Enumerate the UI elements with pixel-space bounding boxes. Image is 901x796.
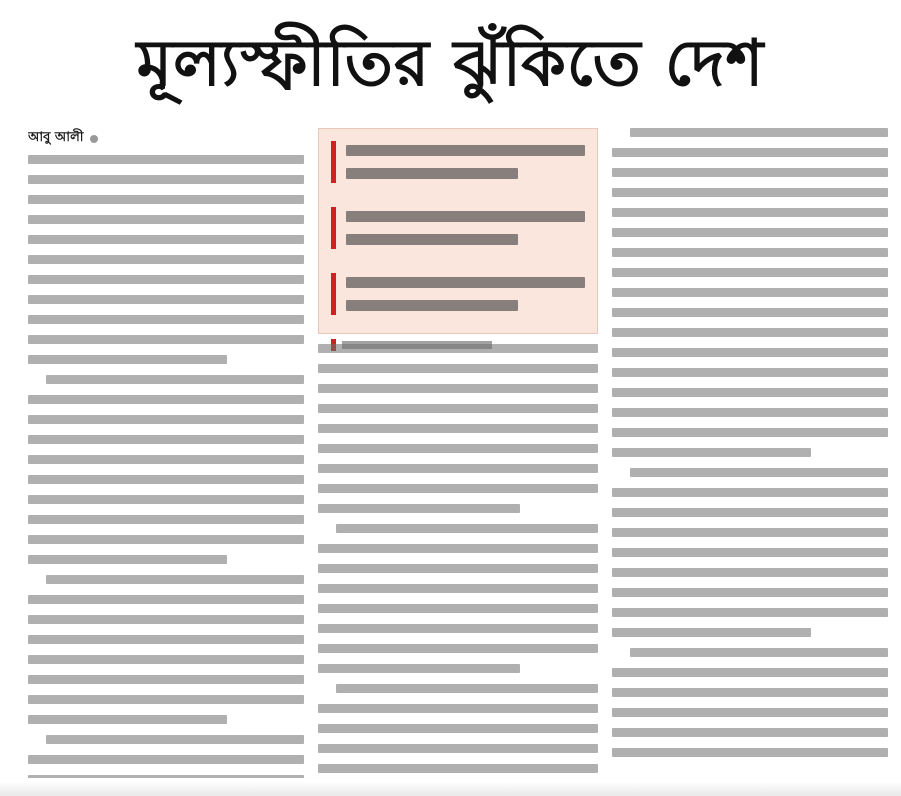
byline-dot-icon — [90, 135, 98, 143]
text-line — [612, 728, 888, 737]
text-line — [612, 328, 888, 337]
text-line — [28, 335, 304, 344]
text-line — [318, 604, 598, 613]
text-line — [346, 234, 518, 245]
text-line — [612, 588, 888, 597]
text-line — [28, 175, 304, 184]
text-line — [28, 615, 304, 624]
text-line — [318, 724, 598, 733]
text-line — [612, 448, 811, 457]
text-line — [28, 715, 227, 724]
page-bottom-edge — [0, 782, 901, 796]
text-line — [336, 684, 598, 693]
text-line — [28, 555, 227, 564]
text-line — [346, 145, 585, 156]
text-line — [630, 468, 888, 477]
text-line — [318, 744, 598, 753]
text-line — [28, 295, 304, 304]
text-line — [612, 688, 888, 697]
text-line — [28, 395, 304, 404]
pull-quote-box — [318, 128, 598, 334]
text-line — [28, 515, 304, 524]
text-line — [28, 775, 304, 778]
text-line — [28, 215, 304, 224]
text-line — [28, 355, 227, 364]
text-line — [318, 504, 520, 513]
text-line — [318, 344, 598, 353]
text-line — [28, 655, 304, 664]
text-line — [612, 388, 888, 397]
text-line — [612, 268, 888, 277]
text-line — [612, 368, 888, 377]
right-column-text — [612, 128, 888, 757]
text-line — [318, 624, 598, 633]
headline: মূল্যস্ফীতির ঝুঁকিতে দেশ — [136, 25, 765, 101]
text-line — [346, 277, 585, 288]
text-line — [46, 375, 304, 384]
text-line — [28, 475, 304, 484]
text-line — [612, 488, 888, 497]
text-line — [46, 575, 304, 584]
text-line — [630, 128, 888, 137]
text-line — [318, 384, 598, 393]
text-line — [318, 584, 598, 593]
left-column — [28, 128, 304, 778]
text-line — [318, 764, 598, 773]
text-line — [28, 635, 304, 644]
middle-column-text — [318, 344, 598, 773]
text-line — [612, 568, 888, 577]
text-line — [612, 428, 888, 437]
text-line — [612, 148, 888, 157]
left-column-text — [28, 155, 304, 778]
text-line — [630, 648, 888, 657]
text-line — [318, 404, 598, 413]
text-line — [318, 464, 598, 473]
text-line — [612, 628, 811, 637]
text-line — [28, 255, 304, 264]
text-line — [612, 168, 888, 177]
text-line — [612, 208, 888, 217]
pull-quote-item — [331, 273, 585, 323]
quote-marker-icon — [331, 273, 336, 315]
text-line — [28, 535, 304, 544]
text-line — [28, 235, 304, 244]
text-line — [346, 300, 518, 311]
quote-marker-icon — [331, 207, 336, 249]
text-line — [28, 755, 304, 764]
middle-column — [318, 128, 598, 778]
text-line — [612, 228, 888, 237]
text-line — [318, 364, 598, 373]
text-line — [318, 544, 598, 553]
text-line — [28, 315, 304, 324]
text-line — [28, 675, 304, 684]
byline-name: আবু আলী — [28, 130, 84, 145]
text-line — [28, 495, 304, 504]
text-line — [28, 195, 304, 204]
text-line — [28, 275, 304, 284]
text-line — [318, 564, 598, 573]
text-line — [612, 348, 888, 357]
text-line — [612, 188, 888, 197]
text-line — [28, 415, 304, 424]
quote-marker-icon — [331, 141, 336, 183]
byline — [28, 128, 304, 149]
text-line — [612, 548, 888, 557]
right-column — [612, 128, 888, 778]
text-line — [318, 704, 598, 713]
text-line — [28, 455, 304, 464]
text-line — [612, 308, 888, 317]
text-line — [612, 528, 888, 537]
text-line — [28, 435, 304, 444]
text-line — [336, 524, 598, 533]
text-line — [318, 484, 598, 493]
text-line — [318, 424, 598, 433]
text-line — [318, 644, 598, 653]
text-line — [612, 748, 888, 757]
pull-quote-item — [331, 207, 585, 257]
text-line — [612, 668, 888, 677]
text-line — [612, 608, 888, 617]
text-line — [346, 168, 518, 179]
text-line — [318, 664, 520, 673]
text-line — [612, 508, 888, 517]
text-line — [46, 735, 304, 744]
text-line — [28, 155, 304, 164]
text-line — [28, 695, 304, 704]
text-line — [28, 595, 304, 604]
text-line — [612, 408, 888, 417]
pull-quote-item — [331, 141, 585, 191]
text-line — [612, 288, 888, 297]
text-line — [612, 708, 888, 717]
text-line — [318, 444, 598, 453]
text-line — [612, 248, 888, 257]
text-line — [346, 211, 585, 222]
